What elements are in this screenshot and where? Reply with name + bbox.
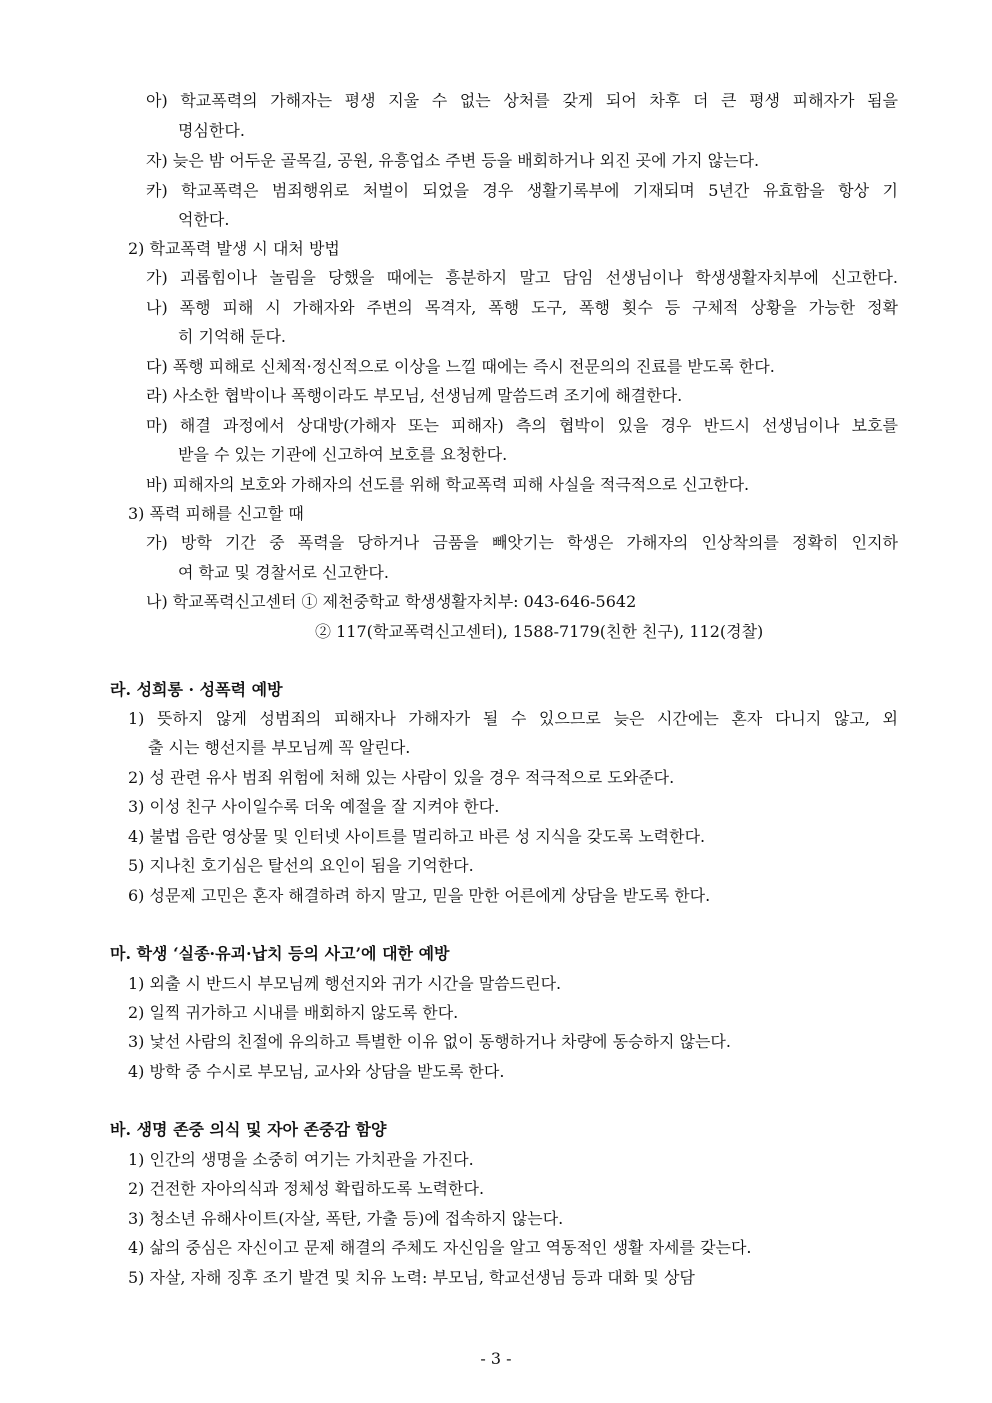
section3-item-na-line2: ② 117(학교폭력신고센터), 1588-7179(친한 친구), 112(경찰) (315, 622, 764, 641)
section-ra-item5: 5) 지나친 호기심은 탈선의 요인이 됨을 기억한다. (128, 856, 474, 875)
section2-item-na-line2: 히 기억해 둔다. (178, 327, 286, 346)
item-a-line1: 아) 학교폭력의 가해자는 평생 지울 수 없는 상처를 갖게 되어 차후 더 큰 평생 피해자가 됨을 (146, 91, 898, 110)
section2-title: 2) 학교폭력 발생 시 대처 방법 (128, 239, 340, 258)
section2-item-ra: 라) 사소한 협박이나 폭행이라도 부모님, 선생님께 말씀드려 조기에 해결한다. (146, 386, 683, 405)
item-ja-line1: 자) 늦은 밤 어두운 골목길, 공원, 유흥업소 주변 등을 배회하거나 외진 곳에 가지 않는다. (146, 151, 760, 170)
section2-item-ma-line2: 받을 수 있는 기관에 신고하여 보호를 요청한다. (178, 445, 508, 464)
section-ra-item6: 6) 성문제 고민은 혼자 해결하려 하지 말고, 믿을 만한 어른에게 상담을 받도록 한다. (128, 886, 711, 905)
section3-item-ga-line2: 여 학교 및 경찰서로 신고한다. (178, 563, 389, 582)
section2-item-ba: 바) 피해자의 보호와 가해자의 선도를 위해 학교폭력 피해 사실을 적극적으로 신고한다. (146, 475, 750, 494)
section2-item-na-line1: 나) 폭행 피해 시 가해자와 주변의 목격자, 폭행 도구, 폭행 횟수 등 구체적 상황을 가능한 정확 (146, 298, 898, 317)
section-ma-item1: 1) 외출 시 반드시 부모님께 행선지와 귀가 시간을 말씀드린다. (128, 974, 562, 993)
section-ba-item5: 5) 자살, 자해 징후 조기 발견 및 치유 노력: 부모님, 학교선생님 등과 대화 및 상담 (128, 1268, 695, 1287)
page-number: - 3 - (480, 1349, 512, 1368)
section-ma-item3: 3) 낯선 사람의 친절에 유의하고 특별한 이유 없이 동행하거나 차량에 동승하지 않는다. (128, 1032, 731, 1051)
section2-item-ma-line1: 마) 해결 과정에서 상대방(가해자 또는 피해자) 측의 협박이 있을 경우 반드시 선생님이나 보호를 (146, 416, 898, 435)
item-ka-line1: 카) 학교폭력은 범죄행위로 처벌이 되었을 경우 생활기록부에 기재되며 5년간 유효함을 항상 기 (146, 181, 898, 200)
section-ba-item3: 3) 청소년 유해사이트(자살, 폭탄, 가출 등)에 접속하지 않는다. (128, 1209, 564, 1228)
section-ba-heading: 바. 생명 존중 의식 및 자아 존중감 함양 (110, 1120, 387, 1139)
section-ra-item1-line1: 1) 뜻하지 않게 성범죄의 피해자나 가해자가 될 수 있으므로 늦은 시간에는 혼자 다니지 않고, 외 (128, 709, 898, 728)
section-ra-item3: 3) 이성 친구 사이일수록 더욱 예절을 잘 지켜야 한다. (128, 797, 500, 816)
item-ka-line2: 억한다. (178, 210, 230, 229)
section-ba-item2: 2) 건전한 자아의식과 정체성 확립하도록 노력한다. (128, 1179, 485, 1198)
section-ra-item4: 4) 불법 음란 영상물 및 인터넷 사이트를 멀리하고 바른 성 지식을 갖도록 노력한다. (128, 827, 706, 846)
section-ba-item4: 4) 삶의 중심은 자신이고 문제 해결의 주체도 자신임을 알고 역동적인 생활 자세를 갖는다. (128, 1238, 752, 1257)
section2-item-ga: 가) 괴롭힘이나 놀림을 당했을 때에는 흥분하지 말고 담임 선생님이나 학생생활자치부에 신고한다. (146, 268, 898, 287)
section-ma-item2: 2) 일찍 귀가하고 시내를 배회하지 않도록 한다. (128, 1003, 459, 1022)
section-ma-heading: 마. 학생 ‘실종·유괴·납치 등의 사고’에 대한 예방 (110, 944, 450, 963)
section2-item-da: 다) 폭행 피해로 신체적·정신적으로 이상을 느낄 때에는 즉시 전문의의 진료를 받도록 한다. (146, 357, 775, 376)
section-ba-item1: 1) 인간의 생명을 소중히 여기는 가치관을 가진다. (128, 1150, 474, 1169)
section-ra-item2: 2) 성 관련 유사 범죄 위험에 처해 있는 사람이 있을 경우 적극적으로 도와준다. (128, 768, 675, 787)
section3-item-ga-line1: 가) 방학 기간 중 폭력을 당하거나 금품을 빼앗기는 학생은 가해자의 인상착의를 정확히 인지하 (146, 533, 898, 552)
section3-item-na-line1: 나) 학교폭력신고센터 ① 제천중학교 학생생활자치부: 043-646-5642 (146, 592, 637, 611)
section-ma-item4: 4) 방학 중 수시로 부모님, 교사와 상담을 받도록 한다. (128, 1062, 505, 1081)
item-a-line2: 명심한다. (178, 121, 245, 140)
section-ra-item1-line2: 출 시는 행선지를 부모님께 꼭 알린다. (148, 738, 411, 757)
section-ra-heading: 라. 성희롱 · 성폭력 예방 (110, 680, 283, 699)
section3-title: 3) 폭력 피해를 신고할 때 (128, 504, 304, 523)
